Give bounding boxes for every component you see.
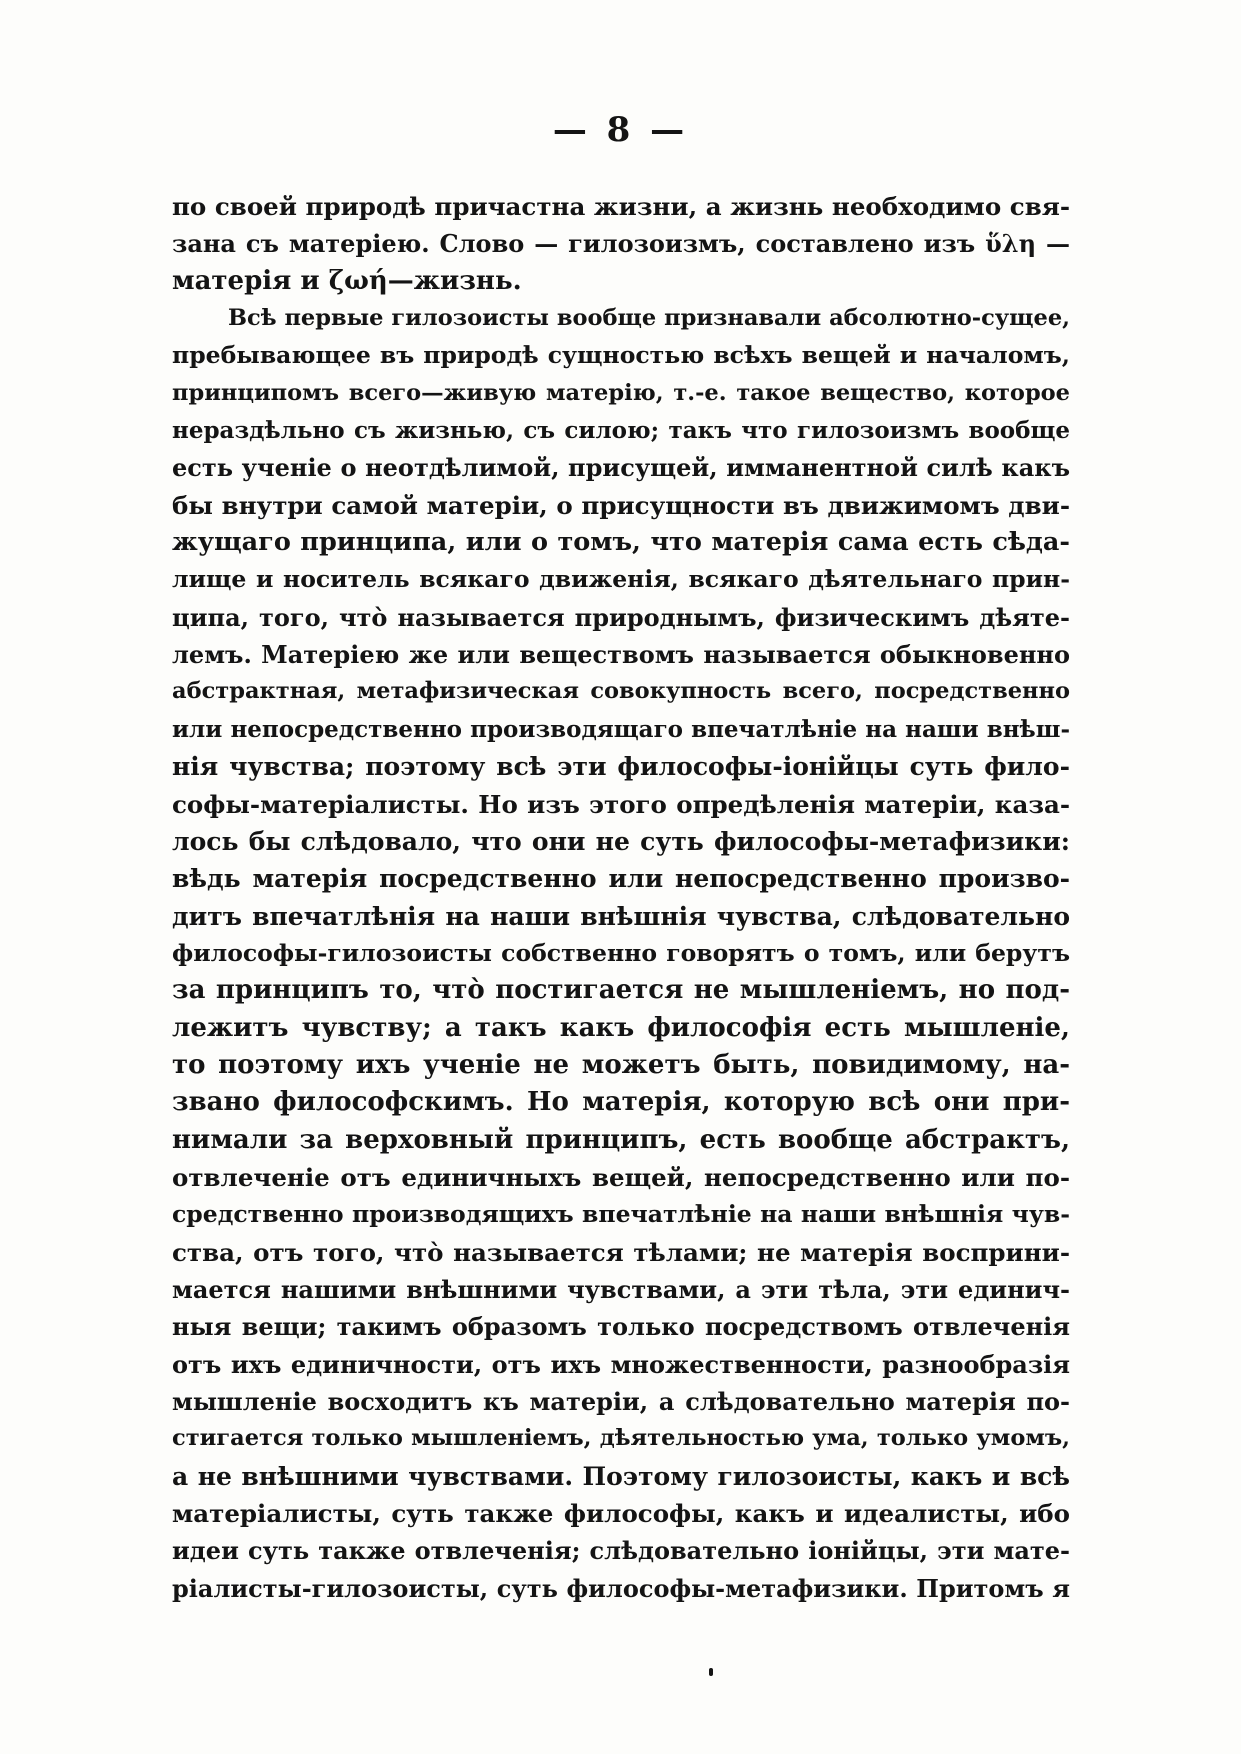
text-line: мышленіе восходитъ къ матеріи, а слѣдовательно матерія по- [172,1387,1070,1416]
text-line: вѣдь матерія посредственно или непосредственно произво- [172,864,1070,894]
text-line: мается нашими внѣшними чувствами, а эти тѣла, эти единич- [172,1274,1070,1304]
text-line: матеріалисты, суть также философы, какъ и идеалисты, ибо [172,1499,1070,1529]
page-number: — 8 — [552,110,689,150]
text-line: то поэтому ихъ ученіе не можетъ быть, повидимому, на- [172,1049,1070,1080]
text-line: или непосредственно производящаго впечатлѣніе на наши внѣш- [172,715,1070,743]
text-line: софы-матеріалисты. Но изъ этого опредѣленія матеріи, каза- [172,789,1070,819]
text-line: дитъ впечатлѣнія на наши внѣшнія чувства, слѣдовательно [172,901,1070,931]
text-line: матерія и ζωή—жизнь. [172,265,522,296]
text-line: ства, отъ того, что̀ называется тѣлами; не матерія восприни- [172,1237,1070,1267]
text-line: звано философскимъ. Но матерія, которую всѣ они при- [172,1087,1070,1118]
text-line: нераздѣльно съ жизнью, съ силою; такъ что гилозоизмъ вообще [172,417,1070,445]
text-line: ципа, того, что̀ называется природнымъ, физическимъ дѣяте- [172,602,1070,632]
text-line: лось бы слѣдовало, что они не суть философы-метафизики: [172,826,1070,856]
text-line: нимали за верховный принципъ, есть вообще абстрактъ, [172,1124,1070,1155]
paragraph-first-line: Всѣ первые гилозоисты вообще признавали абсолютно-сущее, [228,305,1070,332]
text-line: абстрактная, метафизическая совокупность всего, посредственно [172,678,1070,705]
text-line: по своей природѣ причастна жизни, а жизнь необходимо свя- [172,192,1070,221]
text-line: пребывающее въ природѣ сущностью всѣхъ вещей и началомъ, [172,341,1070,370]
text-line: философы-гилозоисты собственно говорятъ о томъ, или берутъ [172,938,1070,967]
text-line: отъ ихъ единичности, отъ ихъ множественности, разнообразія [172,1349,1070,1379]
text-line: зана съ матеріею. Слово — гилозоизмъ, составлено изъ ὕλη — [172,229,1070,259]
text-line: лежитъ чувству; а такъ какъ философія есть мышленіе, [172,1012,1070,1043]
text-line: есть ученіе о неотдѣлимой, присущей, имманентной силѣ какъ [172,453,1070,483]
text-line: средственно производящихъ впечатлѣніе на наши внѣшнія чув- [172,1200,1070,1229]
body-text [172,188,1070,1607]
text-line: за принципъ то, что̀ постигается не мышленіемъ, но под- [172,975,1070,1006]
text-line: бы внутри самой матеріи, о присущности въ движимомъ дви- [172,490,1070,520]
text-line: жущаго принципа, или о томъ, что матерія сама есть сѣда- [172,527,1070,558]
text-line: ныя вещи; такимъ образомъ только посредствомъ отвлеченія [172,1312,1070,1342]
ink-speck [709,1668,713,1676]
text-line: стигается только мышленіемъ, дѣятельностью ума, только умомъ, [172,1425,1070,1452]
text-line: ріалисты-гилозоисты, суть философы-метафизики. Притомъ я [172,1573,1070,1603]
text-line: отвлеченіе отъ единичныхъ вещей, непосредственно или по- [172,1162,1070,1192]
text-line: принципомъ всего—живую матерію, т.-е. такое вещество, которое [172,379,1070,406]
text-line: лемъ. Матеріею же или веществомъ называется обыкновенно [172,640,1070,670]
text-line: лище и носитель всякаго движенія, всякаго дѣятельнаго прин- [172,565,1070,594]
text-line: нія чувства; поэтому всѣ эти философы-іонійцы суть фило- [172,752,1070,782]
text-line: идеи суть также отвлеченія; слѣдовательно іонійцы, эти мате- [172,1536,1070,1566]
text-line: а не внѣшними чувствами. Поэтому гилозоисты, какъ и всѣ [172,1461,1070,1491]
